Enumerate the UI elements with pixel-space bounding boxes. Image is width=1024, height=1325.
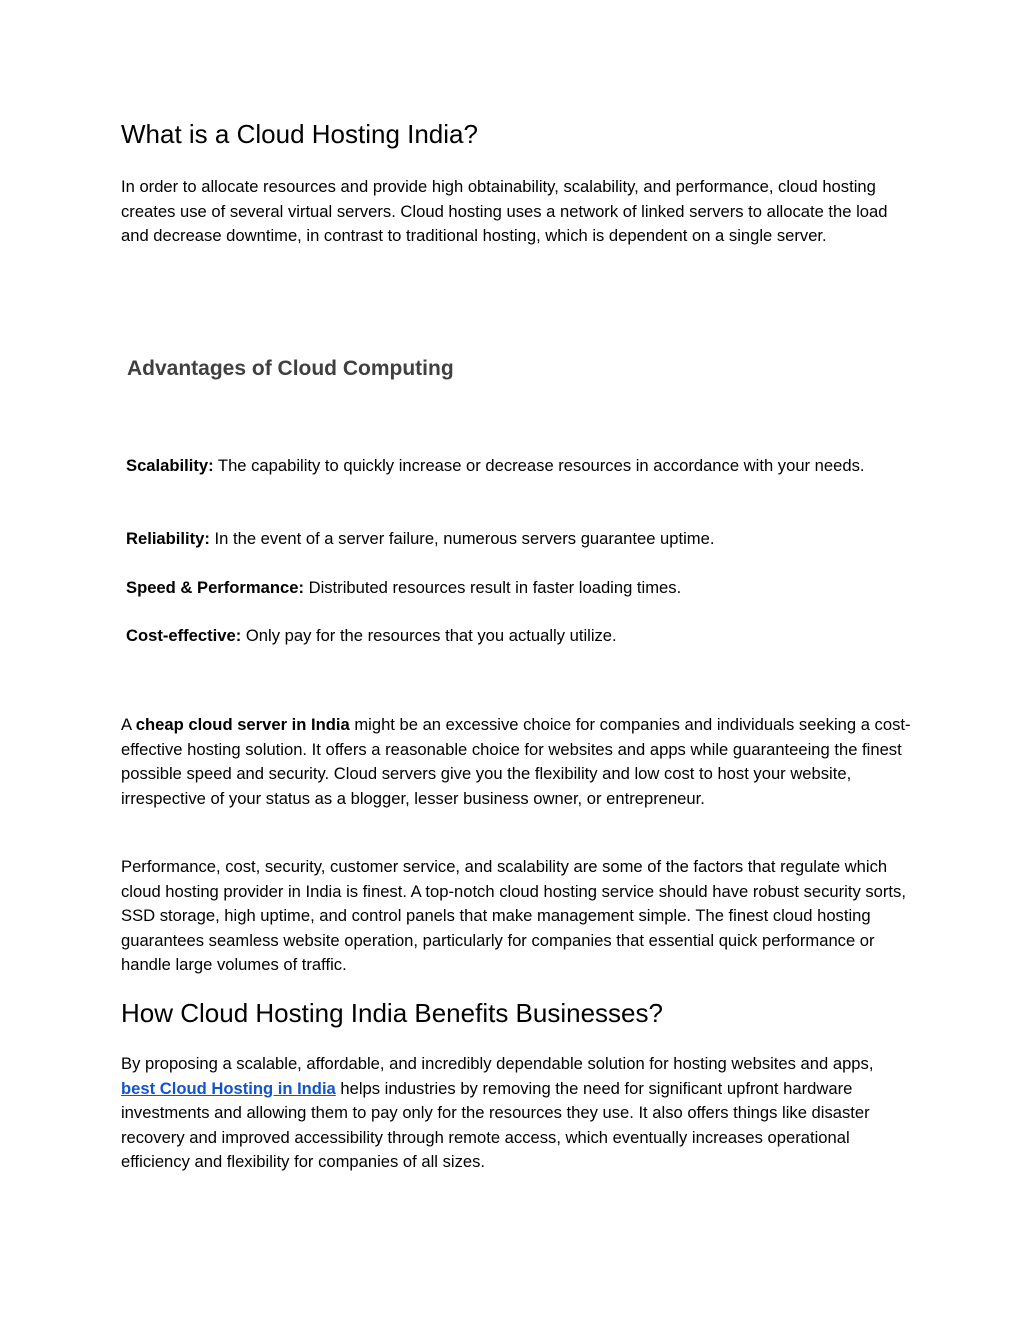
best-cloud-hosting-link[interactable]: best Cloud Hosting in India	[121, 1078, 336, 1098]
benefits-prefix: By proposing a scalable, affordable, and incredibly dependable solution for hosting websites and apps,	[121, 1054, 874, 1073]
advantage-item-scalability	[121, 454, 911, 479]
intro-paragraph: In order to allocate resources and provide high obtainability, scalability, and performance, cloud hosting creates use of several virtual servers. Cloud hosting uses a network of linked servers to allocate the load and decrease downtime, in contrast to traditional hosting, which is dependent on a single server.	[121, 177, 888, 245]
advantage-term: Cost-effective:	[126, 626, 242, 645]
advantage-item-speed	[121, 576, 911, 601]
advantage-item-reliability	[121, 527, 911, 552]
benefits-paragraph	[121, 1052, 911, 1175]
benefits-rest: helps industries by removing the need for significant upfront hardware investments and allowing them to pay only for the resources they use. It also offers things like disaster recovery and improved accessibility through remote access, which eventually increases operational efficiency and flexibility for companies of all sizes.	[121, 1078, 870, 1171]
advantage-item-cost	[121, 624, 911, 649]
heading-what-is-cloud-hosting: What is a Cloud Hosting India?	[121, 119, 478, 149]
heading-advantages: Advantages of Cloud Computing	[127, 357, 454, 380]
cheap-keyword: cheap cloud server in India	[135, 715, 350, 734]
advantage-text: The capability to quickly increase or decrease resources in accordance with your needs.	[213, 456, 865, 475]
advantage-text: In the event of a server failure, numerous servers guarantee uptime.	[209, 529, 715, 548]
advantage-term: Reliability:	[126, 529, 210, 548]
cheap-prefix: A	[121, 715, 136, 734]
heading-benefits: How Cloud Hosting India Benefits Businesses?	[121, 998, 663, 1028]
advantage-term: Scalability:	[126, 456, 214, 475]
advantage-text: Distributed resources result in faster loading times.	[303, 578, 682, 597]
performance-paragraph: Performance, cost, security, customer service, and scalability are some of the factors that regulate which cloud hosting provider in India is finest. A top-notch cloud hosting service should have robust security sorts, SSD storage, high uptime, and control panels that make management simple. The finest cloud hosting guarantees seamless website operation, particularly for companies that essential quick performance or handle large volumes of traffic.	[121, 857, 906, 974]
advantage-term: Speed & Performance:	[126, 578, 304, 597]
cheap-server-paragraph	[121, 713, 911, 811]
advantage-text: Only pay for the resources that you actually utilize.	[241, 626, 617, 645]
cheap-rest: might be an excessive choice for companies and individuals seeking a cost-effective hosting solution. It offers a reasonable choice for websites and apps while guaranteeing the finest possible speed and security. Cloud servers give you the flexibility and low cost to host your website, irrespective of your status as a blogger, lesser business owner, or entrepreneur.	[121, 715, 911, 808]
